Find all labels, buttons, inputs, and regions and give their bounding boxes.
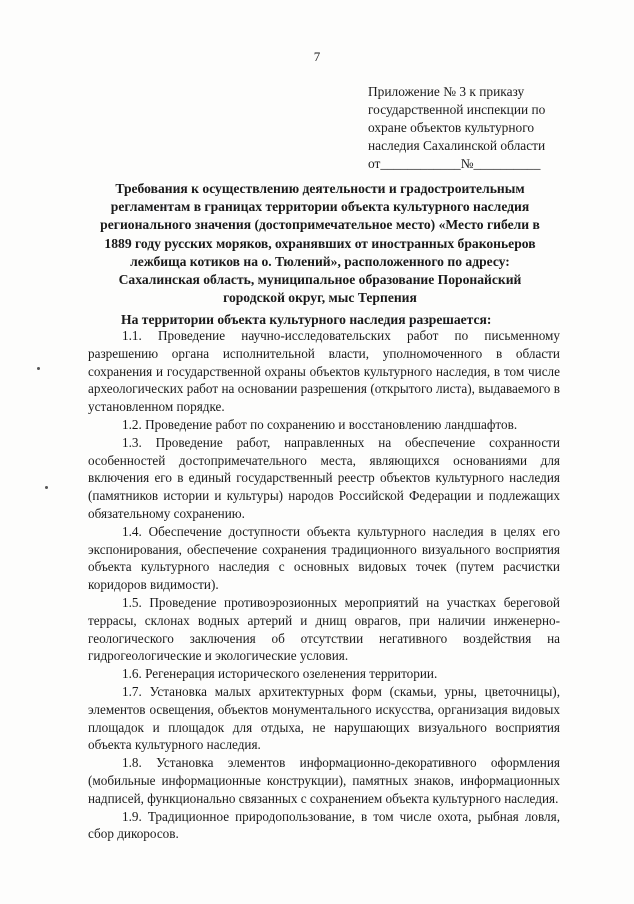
appendix-line: Приложение № 3 к приказу	[368, 84, 525, 99]
scan-speck	[37, 367, 40, 370]
document-body	[88, 327, 560, 843]
paragraph-1-9: 1.9. Традиционное природопользование, в том числе охота, рыбная ловля, сбор дикоросов.	[88, 808, 560, 842]
paragraph-1-2: 1.2. Проведение работ по сохранению и восстановлению ландшафтов.	[122, 416, 518, 432]
paragraph-1-5: 1.5. Проведение противоэрозионных мероприятий на участках береговой террасы, склонах водных артерий и днищ оврагов, при наличии инженерно-геологического заключения об отсутствии негативного воздействия на гидрогеологические и экологические условия.	[88, 594, 560, 664]
paragraph-1-4: 1.4. Обеспечение доступности объекта культурного наследия в целях его экспонирования, обеспечение сохранения традиционного визуального восприятия объекта культурного наследия с основных видовых точек (путем расчистки коридоров видимости).	[88, 523, 560, 593]
scan-speck	[45, 486, 48, 489]
document-heading	[80, 180, 560, 307]
paragraph-1-3: 1.3. Проведение работ, направленных на обеспечение сохранности особенностей достопримечательного места, являющихся основаниями для включения его в единый государственный реестр объектов культурного наследия (памятников истории и культуры) народов Российской Федерации и подлежащих обязательному сохранению.	[88, 434, 560, 521]
appendix-line: охране объектов культурного	[368, 120, 535, 135]
paragraph-1-8: 1.8. Установка элементов информационно-декоративного оформления (мобильные информационные конструкции), памятных знаков, информационных надписей, функционально связанных с сохранением объекта культурного наследия.	[88, 755, 560, 806]
paragraph-1-1: 1.1. Проведение научно-исследовательских работ по письменному разрешению органа исполнительной власти, уполномоченного в области сохранения и государственной охраны объектов культурного наследия, в том числе археологических работ на основании разрешения (открытого листа), выдаваемого в установленном порядке.	[88, 328, 560, 415]
appendix-line: государственной инспекции по	[368, 102, 546, 117]
heading-line: Сахалинская область, муниципальное образование Поронайский	[118, 272, 522, 288]
heading-line: городской округ, мыс Терпения	[223, 290, 417, 306]
paragraph-1-6: 1.6. Регенерация исторического озеленения территории.	[122, 666, 438, 682]
heading-line: 1889 году русских моряков, охранявших от иностранных браконьеров	[104, 235, 536, 251]
heading-line: лежбища котиков на о. Тюлений», расположенного по адресу:	[130, 253, 510, 269]
section-title: На территории объекта культурного наследия разрешается:	[121, 312, 492, 327]
page-number: 7	[313, 49, 321, 64]
heading-line: регионального значения (достопримечательное место) «Место гибели в	[100, 217, 540, 233]
appendix-line: наследия Сахалинской области	[368, 138, 546, 153]
appendix-note	[368, 83, 560, 173]
paragraph-1-7: 1.7. Установка малых архитектурных форм (скамьи, урны, цветочницы), элементов освещения, объектов монументального искусства, организация видовых площадок и площадок для отдыха, не нарушающих визуального восприятия объекта культурного наследия.	[88, 683, 560, 753]
heading-line: Требования к осуществлению деятельности и градостроительным	[115, 181, 525, 196]
heading-line: регламентам в границах территории объекта культурного наследия	[110, 199, 530, 215]
appendix-line: от____________№__________	[368, 156, 541, 171]
